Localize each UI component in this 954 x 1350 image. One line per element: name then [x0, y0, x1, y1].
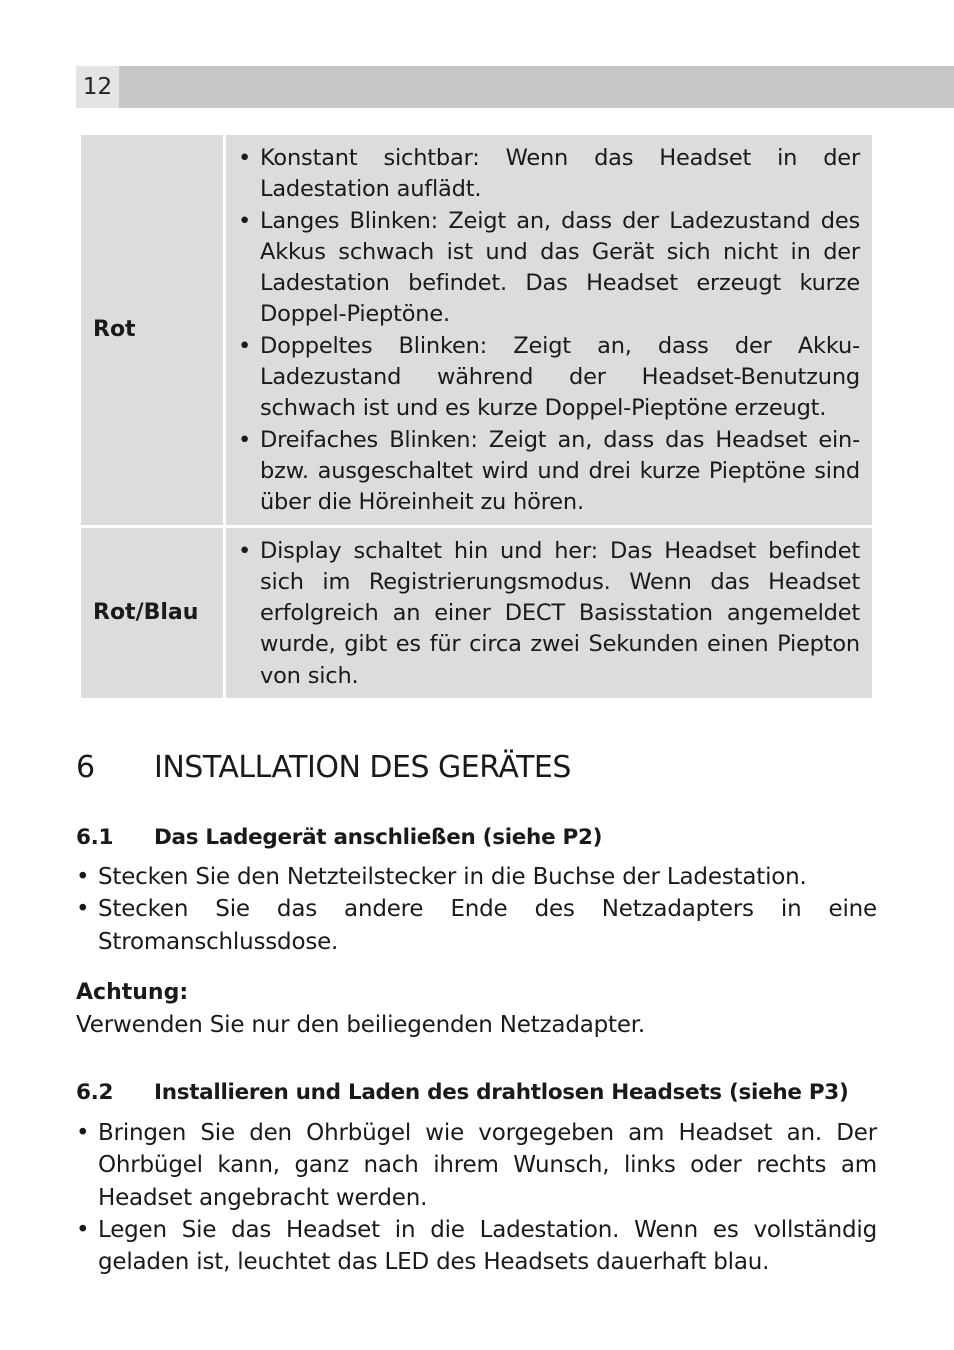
led-color-label: Rot/Blau	[81, 528, 223, 698]
note-label: Achtung:	[76, 980, 189, 1005]
list-item: • Legen Sie das Headset in die Ladestation. Wenn es vollständig geladen ist, leuchtet das LED des Headsets dauerhaft blau.	[76, 1214, 877, 1279]
table-row	[81, 528, 872, 698]
bullet-list-6-2	[76, 1117, 877, 1278]
section-title: INSTALLATION DES GERÄTES	[154, 750, 571, 785]
subsection-heading-6-1	[76, 823, 602, 853]
list-item: • Konstant sichtbar: Wenn das Headset in der Ladestation auflädt.	[238, 145, 860, 203]
bullet-icon: •	[238, 207, 252, 234]
note-text: Verwenden Sie nur den beiliegenden Netzadapter.	[76, 1012, 646, 1038]
led-status-table	[78, 132, 875, 701]
bullet-icon: •	[76, 896, 90, 923]
bullet-icon: •	[238, 537, 252, 564]
bullet-list-6-1	[76, 861, 877, 958]
list-item: • Dreifaches Blinken: Zeigt an, dass das Headset ein- bzw. ausgeschaltet wird und drei kurze Pieptöne sind über die Höreinheit zu hören.	[238, 426, 860, 516]
list-item: • Doppeltes Blinken: Zeigt an, dass der Akku-Ladezustand während der Headset-Benutzung schwach ist und es kurze Doppel-Pieptöne erzeugt.	[238, 332, 860, 422]
page-number: 12	[76, 66, 119, 108]
subsection-heading-6-2	[76, 1078, 848, 1108]
bullet-icon: •	[238, 426, 252, 453]
bullet-icon: •	[76, 1120, 90, 1146]
led-color-label: Rot	[81, 135, 223, 525]
led-description	[226, 135, 872, 525]
header-bar	[76, 66, 954, 108]
list-item: • Stecken Sie den Netzteilstecker in die Buchse der Ladestation.	[76, 861, 877, 893]
bullet-icon: •	[238, 332, 252, 359]
subsection-title: Das Ladegerät anschließen (siehe P2)	[154, 825, 603, 850]
led-description	[226, 528, 872, 698]
subsection-title: Installieren und Laden des drahtlosen Headsets (siehe P3)	[154, 1080, 849, 1105]
subsection-number: 6.2	[76, 1080, 114, 1105]
list-item: • Bringen Sie den Ohrbügel wie vorgegeben am Headset an. Der Ohrbügel kann, ganz nach ihrem Wunsch, links oder rechts am Headset angebracht werden.	[76, 1117, 877, 1214]
list-item: • Display schaltet hin und her: Das Headset befindet sich im Registrierungsmodus. Wenn das Headset erfolgreich an einer DECT Basisstation angemeldet wurde, gibt es für circa zwei Sekunden einen Piepton von sich.	[238, 537, 860, 689]
section-heading	[76, 748, 571, 788]
list-item: • Stecken Sie das andere Ende des Netzadapters in eine Stromanschlussdose.	[76, 893, 877, 958]
bullet-icon: •	[76, 1216, 90, 1243]
table-row	[81, 135, 872, 525]
bullet-icon: •	[238, 145, 252, 171]
section-number: 6	[76, 750, 95, 785]
subsection-number: 6.1	[76, 825, 114, 850]
bullet-icon: •	[76, 864, 90, 890]
list-item: • Langes Blinken: Zeigt an, dass der Ladezustand des Akkus schwach ist und das Gerät sich nicht in der Ladestation befindet. Das Headset erzeugt kurze Doppel-Pieptöne.	[238, 207, 860, 328]
